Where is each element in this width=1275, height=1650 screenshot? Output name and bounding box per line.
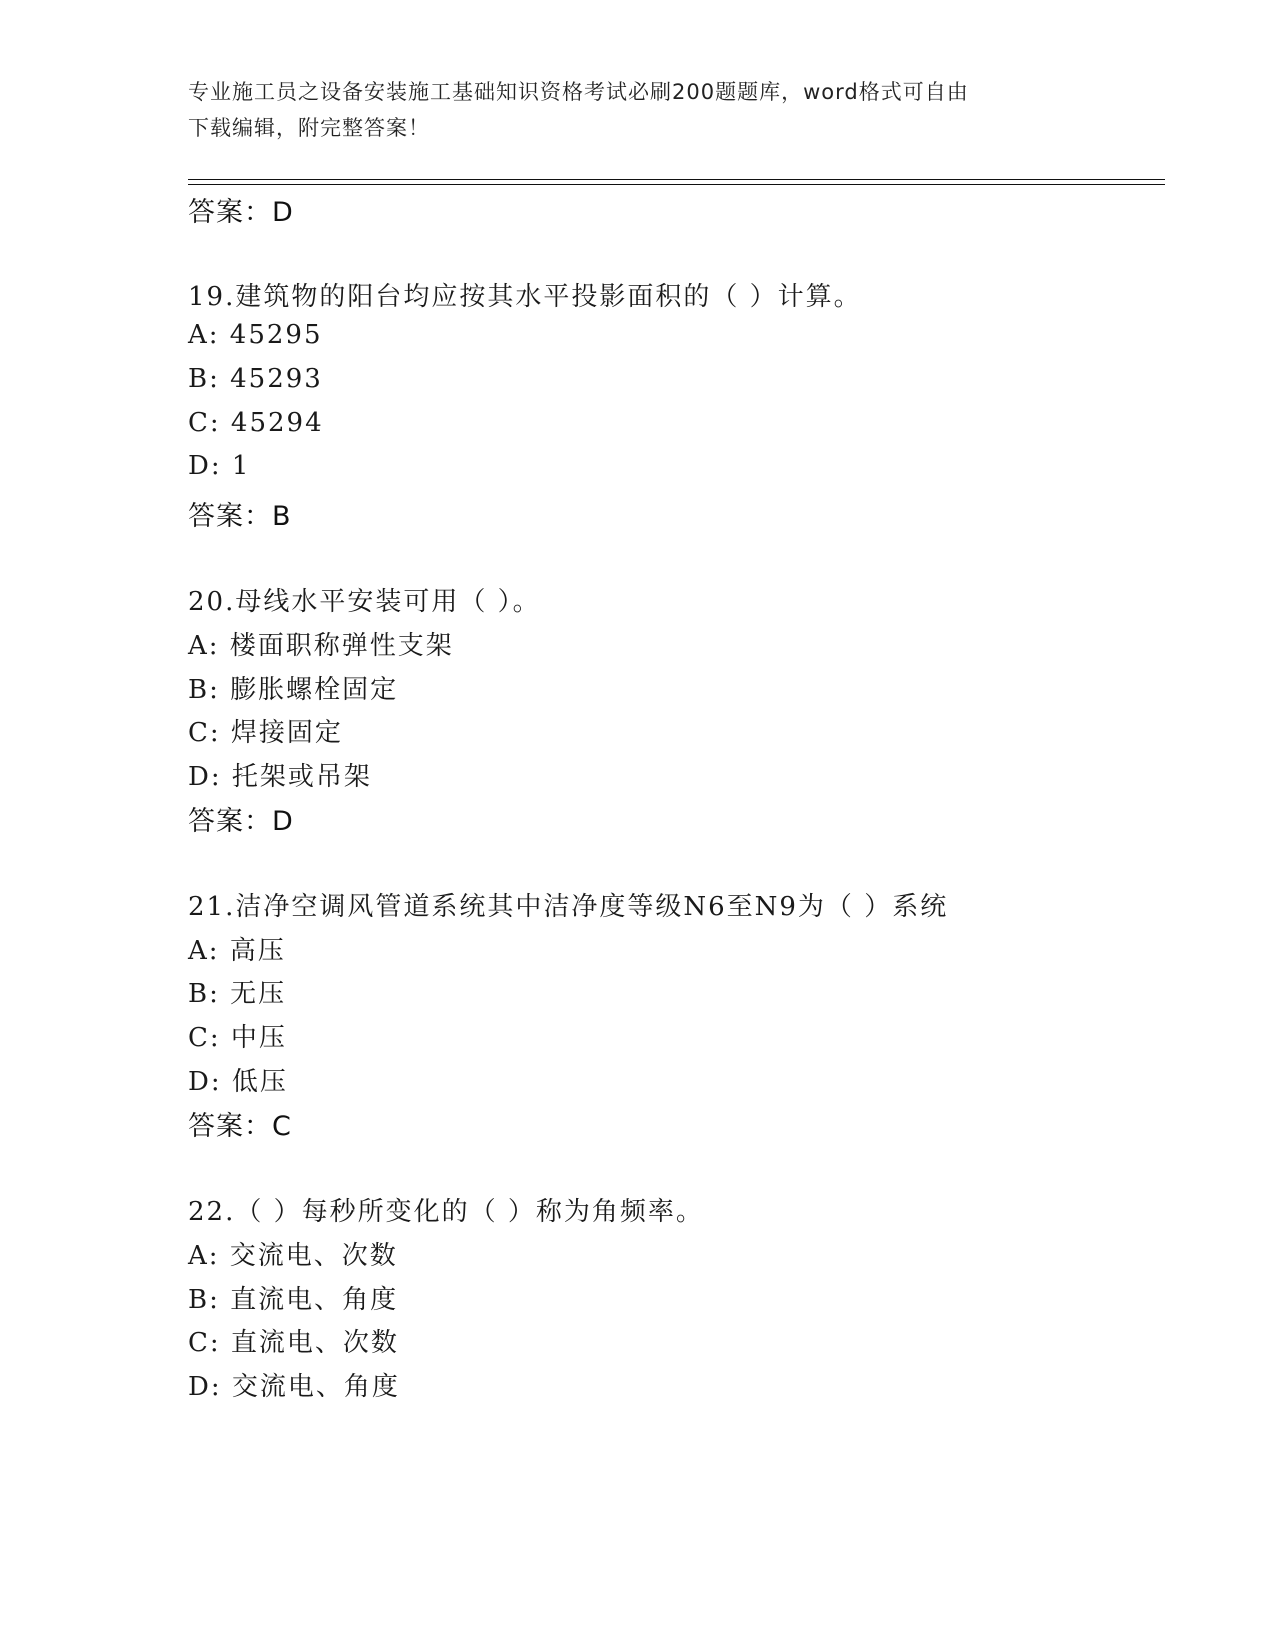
option-c: C: 焊接固定 [188, 718, 343, 748]
option-a: A: 楼面职称弹性支架 [188, 631, 454, 661]
option-d: D: 低压 [188, 1067, 288, 1097]
option-b: B: 无压 [188, 979, 287, 1009]
option-d: D: 托架或吊架 [188, 762, 372, 792]
option-a: A: 45295 [188, 320, 323, 350]
header-line-2: 下载编辑，附完整答案！ [188, 116, 430, 140]
header-divider-bottom [188, 184, 1165, 185]
header-line-1: 专业施工员之设备安装施工基础知识资格考试必刷200题题库，word格式可自由 [188, 80, 969, 104]
previous-answer: 答案：D [188, 197, 294, 228]
question-stem: 21.洁净空调风管道系统其中洁净度等级N6至N9为（ ）系统 [188, 892, 949, 922]
option-a: A: 高压 [188, 936, 286, 966]
question-stem: 20.母线水平安装可用（ ）。 [188, 587, 541, 617]
option-a: A: 交流电、次数 [188, 1241, 398, 1271]
option-d: D: 1 [188, 451, 251, 481]
option-c: C: 45294 [188, 408, 324, 438]
document-header [188, 74, 1088, 146]
question-stem: 22.（ ）每秒所变化的（ ）称为角频率。 [188, 1197, 704, 1227]
answer: 答案：C [188, 1111, 292, 1142]
option-b: B: 45293 [188, 364, 323, 394]
option-c: C: 中压 [188, 1023, 287, 1053]
answer: 答案：B [188, 501, 292, 532]
option-b: B: 膨胀螺栓固定 [188, 675, 399, 705]
option-c: C: 直流电、次数 [188, 1328, 399, 1358]
option-b: B: 直流电、角度 [188, 1285, 399, 1315]
option-d: D: 交流电、角度 [188, 1372, 400, 1402]
question-stem: 19.建筑物的阳台均应按其水平投影面积的（ ）计算。 [188, 282, 862, 312]
header-divider-top [188, 179, 1165, 180]
answer: 答案：D [188, 806, 294, 837]
